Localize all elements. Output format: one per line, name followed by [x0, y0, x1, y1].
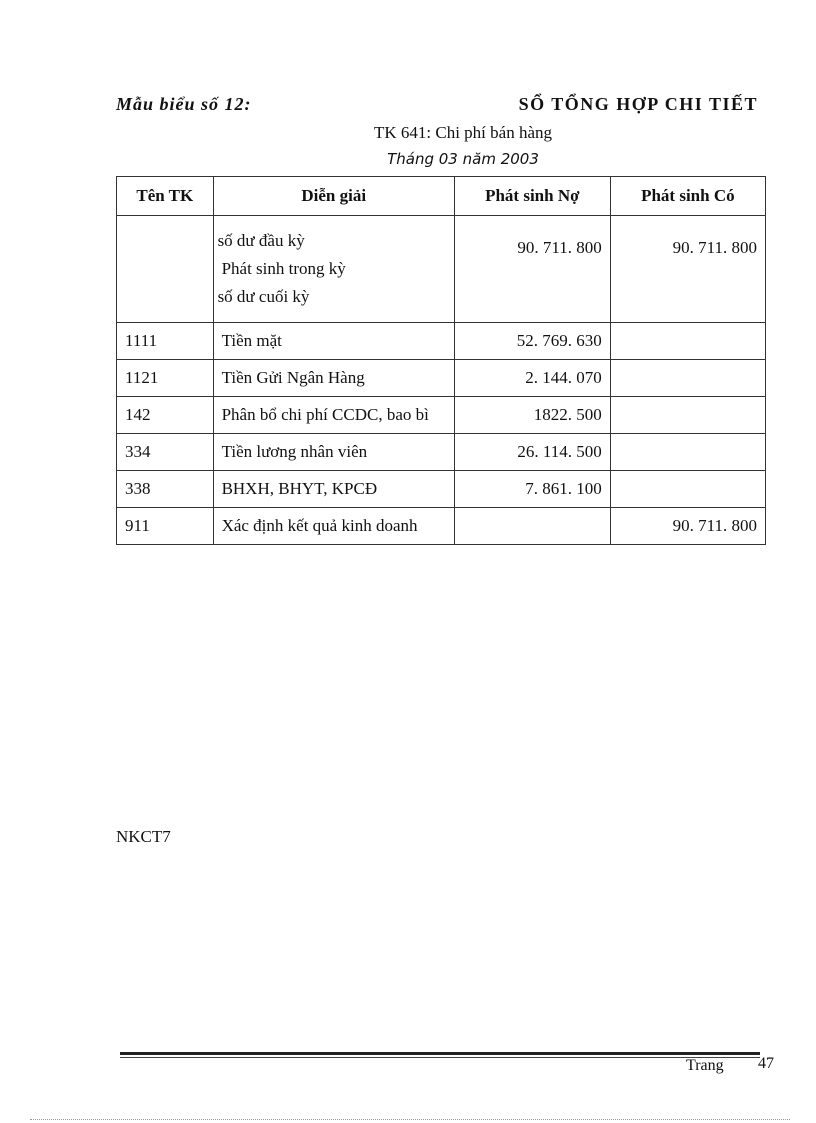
- account-cell: 1121: [117, 360, 214, 397]
- account-cell: 142: [117, 397, 214, 434]
- credit-cell: [610, 323, 765, 360]
- account-cell: 1111: [117, 323, 214, 360]
- account-title: TK 641: Chi phí bán hàng: [373, 123, 552, 142]
- summary-account-cell: [117, 216, 214, 323]
- debit-cell: 1822. 500: [454, 397, 610, 434]
- summary-debit-cell: 90. 711. 800: [454, 216, 610, 323]
- document-title: SỔ TỔNG HỢP CHI TIẾT: [518, 94, 758, 114]
- form-label: Mẫu biểu số 12:: [116, 94, 252, 114]
- account-cell: 911: [117, 508, 214, 545]
- table-row: [117, 397, 766, 434]
- table-row: [117, 471, 766, 508]
- table-row: [117, 434, 766, 471]
- column-header-credit: Phát sinh Có: [610, 177, 765, 216]
- description-cell: Xác định kết quả kinh doanh: [213, 508, 454, 545]
- table-row: [117, 508, 766, 545]
- description-cell: Tiền mặt: [213, 323, 454, 360]
- column-header-account: Tên TK: [117, 177, 214, 216]
- debit-cell: [454, 508, 610, 545]
- debit-cell: 52. 769. 630: [454, 323, 610, 360]
- column-header-debit: Phát sinh Nợ: [454, 177, 610, 216]
- footer-note: NKCT7: [116, 827, 171, 846]
- description-cell: Tiền lương nhân viên: [213, 434, 454, 471]
- credit-cell: 90. 711. 800: [610, 508, 765, 545]
- summary-credit-cell: 90. 711. 800: [610, 216, 765, 323]
- table-row: [117, 323, 766, 360]
- closing-balance-label: số dư cuối kỳ: [217, 287, 310, 306]
- credit-cell: [610, 434, 765, 471]
- description-cell: Phân bổ chi phí CCDC, bao bì: [213, 397, 454, 434]
- footer-rule-thin: [120, 1057, 760, 1058]
- description-cell: Tiền Gửi Ngân Hàng: [213, 360, 454, 397]
- period-activity-label: Phát sinh trong kỳ: [221, 259, 346, 278]
- page-label: Trang: [686, 1057, 724, 1074]
- footer-rule: [120, 1052, 760, 1055]
- summary-description-cell: [213, 216, 454, 323]
- column-header-description: Diễn giải: [213, 177, 454, 216]
- credit-cell: [610, 397, 765, 434]
- summary-row: [117, 216, 766, 323]
- credit-cell: [610, 360, 765, 397]
- ledger-table: [116, 176, 766, 545]
- account-cell: 334: [117, 434, 214, 471]
- description-cell: BHXH, BHYT, KPCĐ: [213, 471, 454, 508]
- page-number: 47: [758, 1055, 774, 1072]
- table-row: [117, 360, 766, 397]
- page-bottom-border: [30, 1119, 790, 1120]
- account-cell: 338: [117, 471, 214, 508]
- table-header-row: [117, 177, 766, 216]
- debit-cell: 7. 861. 100: [454, 471, 610, 508]
- opening-balance-label: số dư đầu kỳ: [217, 231, 305, 250]
- credit-cell: [610, 471, 765, 508]
- period-label: Tháng 03 năm 2003: [387, 150, 539, 168]
- debit-cell: 26. 114. 500: [454, 434, 610, 471]
- debit-cell: 2. 144. 070: [454, 360, 610, 397]
